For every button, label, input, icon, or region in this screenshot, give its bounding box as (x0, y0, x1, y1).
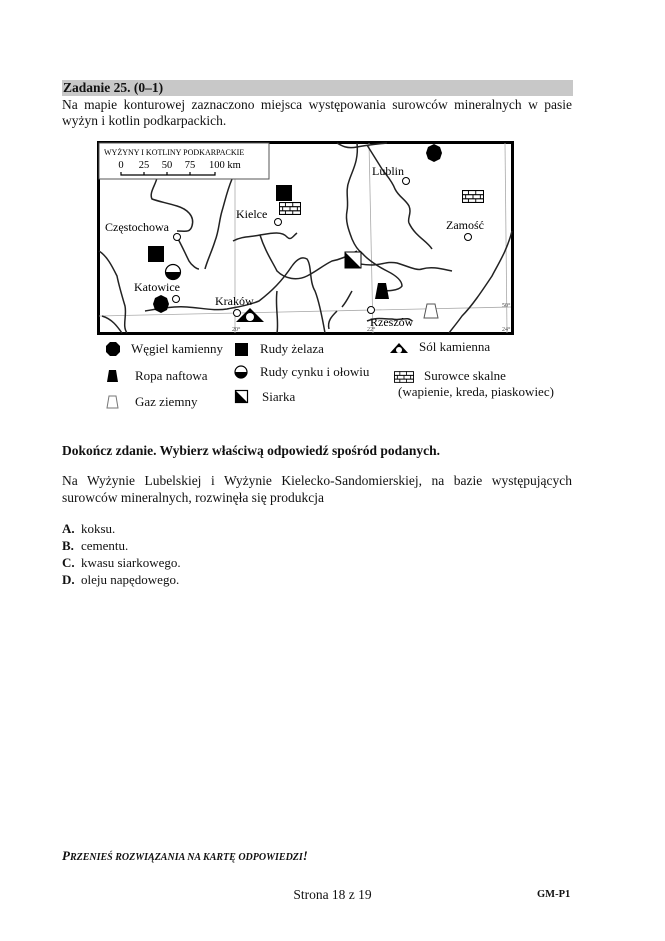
map-scale-box (99, 143, 269, 179)
city-marker-kielce (275, 219, 282, 226)
iron-ore-icon (234, 341, 250, 357)
legend-label: Sól kamienna (419, 339, 491, 354)
intro-line-1: Na mapie konturowej zaznaczono miejsca występowania surowców mineralnych w pasie (62, 97, 572, 112)
scale-tick-0: 0 (118, 160, 124, 171)
legend-label: Siarka (262, 389, 296, 404)
city-marker-rzeszow (368, 307, 375, 314)
legend-label: Ropa naftowa (135, 368, 208, 383)
crude-oil-icon (105, 368, 121, 384)
map-legend (97, 338, 567, 418)
answer-letter: C. (62, 555, 75, 570)
answer-letter: D. (62, 572, 75, 587)
legend-label: Rudy cynku i ołowiu (260, 364, 370, 379)
exam-code: GM-P1 (537, 889, 571, 900)
legend-label: Gaz ziemny (135, 394, 198, 409)
instruction: Dokończ zdanie. Wybierz właściwą odpowiedź spośród podanych. (62, 443, 441, 458)
legend-label: Węgiel kamienny (131, 341, 224, 356)
legend-item-zinc-lead (234, 364, 369, 380)
answer-letter: B. (62, 538, 74, 553)
answer-options (62, 520, 181, 588)
contour-map (97, 141, 514, 335)
rock-raw-materials-icon (462, 190, 484, 203)
legend-item-rock-salt (389, 339, 490, 355)
answer-option-b[interactable] (62, 537, 181, 554)
city-label-rzeszow: Rzeszów (370, 315, 414, 329)
page-number: Strona 18 z 19 (293, 887, 372, 902)
rock-raw-materials-icon (279, 202, 301, 215)
rock-salt-icon (389, 339, 409, 355)
question-line-1: Na Wyżynie Lubelskiej i Wyżynie Kielecko-Sandomierskiej, na bazie występujących (62, 473, 572, 488)
answer-option-c[interactable] (62, 554, 181, 571)
scale-tick-25: 25 (138, 160, 150, 171)
legend-item-natural-gas (105, 394, 197, 410)
city-label-kielce: Kielce (236, 207, 268, 221)
natural-gas-icon (105, 394, 121, 410)
answer-text: kwasu siarkowego. (81, 555, 181, 570)
lon-label-20: 20° (232, 327, 241, 333)
city-label-katowice: Katowice (134, 280, 180, 294)
lon-label-24: 24° (502, 327, 511, 333)
natural-gas-icon (424, 304, 438, 318)
city-marker-zamosc (465, 234, 472, 241)
iron-ore-icon (148, 246, 164, 262)
intro-line-2: wyżyn i kotlin podkarpackich. (62, 113, 227, 128)
city-label-krakow: Kraków (215, 294, 254, 308)
answer-text: koksu. (81, 521, 116, 536)
city-label-zamosc: Zamość (446, 218, 484, 232)
city-marker-czestochowa (174, 234, 181, 241)
legend-item-iron-ore (234, 341, 324, 357)
zinc-lead-ore-icon (234, 364, 250, 380)
note-exclamation: ! (302, 848, 308, 863)
zinc-lead-ore-icon (166, 265, 181, 280)
task-intro (62, 97, 572, 129)
answer-letter: A. (62, 521, 75, 536)
question-line-2: surowców mineralnych, rozwinęła się produkcja (62, 490, 325, 505)
legend-item-crude-oil (105, 368, 208, 384)
legend-label: Rudy żelaza (260, 341, 324, 356)
scale-tick-75: 75 (184, 160, 196, 171)
city-marker-krakow (234, 310, 241, 317)
map-title: WYŻYNY I KOTLINY PODKARPACKIE (104, 148, 245, 157)
scale-tick-100: 100 km (209, 160, 241, 171)
coal-icon (105, 341, 121, 357)
transfer-answers-note (62, 848, 308, 864)
sulfur-icon (345, 252, 361, 268)
task-header: Zadanie 25. (0–1) (62, 80, 573, 96)
iron-ore-icon (276, 185, 292, 201)
answer-option-a[interactable] (62, 520, 181, 537)
answer-text: oleju napędowego. (81, 572, 180, 587)
legend-sublabel: (wapienie, kreda, piaskowiec) (398, 384, 554, 399)
question-stem (62, 472, 572, 506)
sulfur-icon (234, 389, 250, 405)
legend-item-coal (105, 341, 223, 357)
note-initial: P (62, 848, 70, 863)
scale-tick-50: 50 (161, 160, 173, 171)
rock-raw-materials-icon (394, 371, 414, 383)
answer-option-d[interactable] (62, 571, 181, 588)
answer-text: cementu. (81, 538, 129, 553)
lat-label-50: 50° (502, 303, 511, 309)
city-label-czestochowa: Częstochowa (105, 220, 169, 234)
lon-label-22: 22° (367, 327, 376, 333)
note-smallcaps: RZENIEŚ ROZWIĄZANIA NA KARTĘ ODPOWIEDZI (69, 852, 303, 863)
city-marker-katowice (173, 296, 180, 303)
city-marker-lublin (403, 178, 410, 185)
legend-label: Surowce skalne (424, 368, 506, 383)
legend-item-sulfur (234, 389, 295, 405)
city-label-lublin: Lublin (372, 164, 404, 178)
legend-item-rock-materials (394, 368, 554, 400)
